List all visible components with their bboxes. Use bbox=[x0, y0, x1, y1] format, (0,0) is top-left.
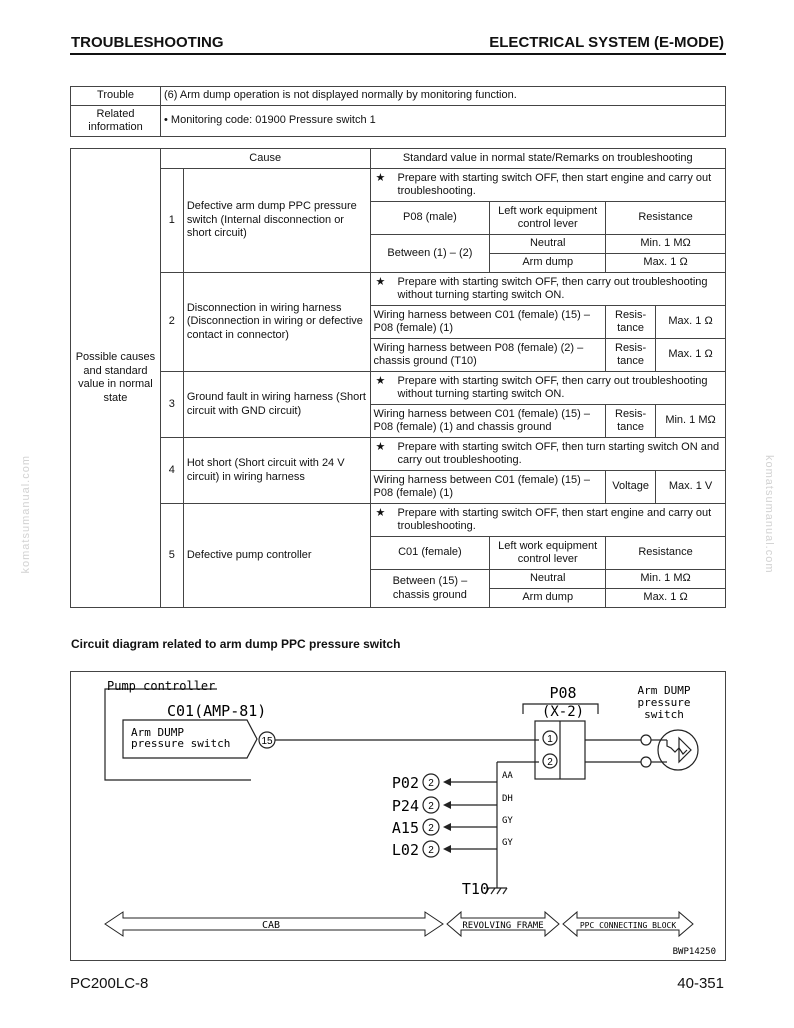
method-cell: Resis-tance bbox=[606, 405, 656, 438]
ground-label: T10 bbox=[461, 880, 489, 898]
related-label: Related information bbox=[71, 106, 161, 137]
trouble-label: Trouble bbox=[71, 87, 161, 106]
wiring-cell: Wiring harness between C01 (female) (15) – P08 (female) (1) bbox=[370, 306, 606, 339]
between-cell: Between (15) – chassis ground bbox=[370, 570, 490, 608]
connector-header: C01 (female) bbox=[370, 537, 490, 570]
wire-color: AA bbox=[502, 771, 513, 781]
cause-text: Defective arm dump PPC pressure switch (Internal disconnection or short circuit) bbox=[183, 169, 370, 273]
circuit-title: Circuit diagram related to arm dump PPC pressure switch bbox=[71, 637, 401, 651]
cause-number: 4 bbox=[160, 438, 183, 504]
measure-header: Resistance bbox=[606, 537, 726, 570]
state-neutral: Neutral bbox=[490, 570, 606, 589]
arrow-left-icon bbox=[443, 778, 451, 786]
between-cell: Between (1) – (2) bbox=[370, 235, 490, 273]
lever-header: Left work equipment control lever bbox=[490, 537, 606, 570]
note bbox=[370, 273, 725, 306]
method-cell: Voltage bbox=[606, 471, 656, 504]
arrow-left-icon bbox=[443, 801, 451, 809]
cause-number: 1 bbox=[160, 169, 183, 273]
star-icon: ★ bbox=[375, 440, 386, 453]
switch-label: pressure bbox=[637, 696, 691, 709]
related-value: • Monitoring code: 01900 Pressure switch 1 bbox=[161, 106, 726, 137]
note bbox=[370, 372, 725, 405]
arrow-left-icon bbox=[443, 823, 451, 831]
pin-15-number: 15 bbox=[261, 736, 273, 747]
circuit-svg bbox=[71, 672, 727, 962]
chapter-title: ELECTRICAL SYSTEM (E-MODE) bbox=[489, 34, 724, 51]
wiring-cell: Wiring harness between C01 (female) (15) – P08 (female) (1) and chassis ground bbox=[370, 405, 606, 438]
watermark-left: komatsumanual.com bbox=[20, 455, 32, 574]
note-text: Prepare with starting switch OFF, then start engine and carry out troubleshooting. bbox=[397, 506, 712, 532]
branch-l02 bbox=[392, 838, 514, 859]
branch-p02 bbox=[392, 771, 514, 792]
lever-header: Left work equipment control lever bbox=[490, 202, 606, 235]
state-arm-dump: Arm dump bbox=[490, 254, 606, 273]
trouble-table bbox=[70, 86, 726, 137]
value-cell: Max. 1 V bbox=[656, 471, 726, 504]
p08-type-label: (X-2) bbox=[541, 704, 585, 720]
model-number: PC200LC-8 bbox=[70, 975, 149, 992]
note-text: Prepare with starting switch OFF, then carry out troubleshooting without turning starting switch ON. bbox=[397, 275, 708, 301]
c01-signal-label: Arm DUMP bbox=[131, 726, 184, 739]
p08-pin-2-number: 2 bbox=[547, 757, 553, 768]
branch-pin: 2 bbox=[428, 801, 434, 812]
cause-text: Hot short (Short circuit with 24 V circuit) in wiring harness bbox=[183, 438, 370, 504]
value-neutral: Min. 1 MΩ bbox=[606, 570, 726, 589]
note bbox=[370, 169, 725, 202]
branch-label: A15 bbox=[391, 819, 419, 837]
c01-label: C01(AMP-81) bbox=[167, 702, 267, 720]
causes-table bbox=[70, 148, 726, 608]
switch-label: switch bbox=[644, 708, 684, 721]
ground-hatch bbox=[491, 888, 495, 894]
value-arm-dump: Max. 1 Ω bbox=[606, 254, 726, 273]
branch-p24 bbox=[392, 794, 513, 815]
state-arm-dump: Arm dump bbox=[490, 589, 606, 608]
star-icon: ★ bbox=[375, 506, 386, 519]
value-neutral: Min. 1 MΩ bbox=[606, 235, 726, 254]
star-icon: ★ bbox=[375, 171, 386, 184]
method-cell: Resis-tance bbox=[606, 306, 656, 339]
c01-signal-label: pressure switch bbox=[131, 737, 231, 750]
circuit-diagram bbox=[70, 671, 726, 961]
area-ppc-block: PPC CONNECTING BLOCK bbox=[579, 921, 677, 930]
cause-text: Ground fault in wiring harness (Short circuit with GND circuit) bbox=[183, 372, 370, 438]
branch-pin: 2 bbox=[428, 778, 434, 789]
arrow-left-icon bbox=[443, 845, 451, 853]
value-arm-dump: Max. 1 Ω bbox=[606, 589, 726, 608]
connector-header: P08 (male) bbox=[370, 202, 490, 235]
header-rule bbox=[70, 53, 726, 55]
trouble-value: (6) Arm dump operation is not displayed normally by monitoring function. bbox=[161, 87, 726, 106]
star-icon: ★ bbox=[375, 275, 386, 288]
switch-label: Arm DUMP bbox=[637, 684, 691, 697]
branch-pin: 2 bbox=[428, 845, 434, 856]
switch-element-icon bbox=[667, 740, 687, 754]
cause-text: Defective pump controller bbox=[183, 504, 370, 608]
cause-text: Disconnection in wiring harness (Disconnection in wiring or defective contact in connector) bbox=[183, 273, 370, 372]
p08-label: P08 bbox=[549, 684, 577, 702]
branch-label: P02 bbox=[391, 774, 419, 792]
method-cell: Resis-tance bbox=[606, 339, 656, 372]
star-icon: ★ bbox=[375, 374, 386, 387]
value-cell: Min. 1 MΩ bbox=[656, 405, 726, 438]
page-number: 40-351 bbox=[677, 975, 724, 992]
switch-terminal-2 bbox=[641, 757, 651, 767]
note-text: Prepare with starting switch OFF, then turn starting switch ON and carry out troubleshooting. bbox=[397, 440, 720, 466]
note-text: Prepare with starting switch OFF, then carry out troubleshooting without turning starting switch ON. bbox=[397, 374, 708, 400]
cause-number: 5 bbox=[160, 504, 183, 608]
pump-controller-label: Pump controller bbox=[107, 679, 216, 693]
branch-pin: 2 bbox=[428, 823, 434, 834]
switch-terminal-1 bbox=[641, 735, 651, 745]
pressure-switch-body bbox=[658, 730, 698, 770]
p08-pin-1-number: 1 bbox=[547, 734, 553, 745]
cause-number: 2 bbox=[160, 273, 183, 372]
state-neutral: Neutral bbox=[490, 235, 606, 254]
side-label: Possible causes and standard value in normal state bbox=[71, 149, 161, 608]
wire-color: GY bbox=[502, 838, 513, 848]
ground-hatch bbox=[503, 888, 507, 894]
watermark-right: komatsumanual.com bbox=[763, 455, 775, 574]
branch-label: L02 bbox=[391, 841, 419, 859]
branch-label: P24 bbox=[391, 797, 419, 815]
branch-a15 bbox=[392, 816, 514, 837]
note bbox=[370, 438, 725, 471]
wiring-cell: Wiring harness between C01 (female) (15) – P08 (female) (1) bbox=[370, 471, 606, 504]
value-cell: Max. 1 Ω bbox=[656, 339, 726, 372]
wire-color: GY bbox=[502, 816, 513, 826]
col-cause-header: Cause bbox=[160, 149, 370, 169]
area-revolving-frame: REVOLVING FRAME bbox=[462, 921, 544, 931]
col-standard-header: Standard value in normal state/Remarks on troubleshooting bbox=[370, 149, 725, 169]
cause-number: 3 bbox=[160, 372, 183, 438]
wire-color: DH bbox=[502, 794, 513, 804]
measure-header: Resistance bbox=[606, 202, 726, 235]
figure-code: BWP14250 bbox=[672, 947, 716, 957]
value-cell: Max. 1 Ω bbox=[656, 306, 726, 339]
section-title: TROUBLESHOOTING bbox=[71, 34, 224, 51]
note-text: Prepare with starting switch OFF, then start engine and carry out troubleshooting. bbox=[397, 171, 712, 197]
note bbox=[370, 504, 725, 537]
ground-hatch bbox=[497, 888, 501, 894]
area-cab: CAB bbox=[261, 920, 281, 931]
wiring-cell: Wiring harness between P08 (female) (2) – chassis ground (T10) bbox=[370, 339, 606, 372]
